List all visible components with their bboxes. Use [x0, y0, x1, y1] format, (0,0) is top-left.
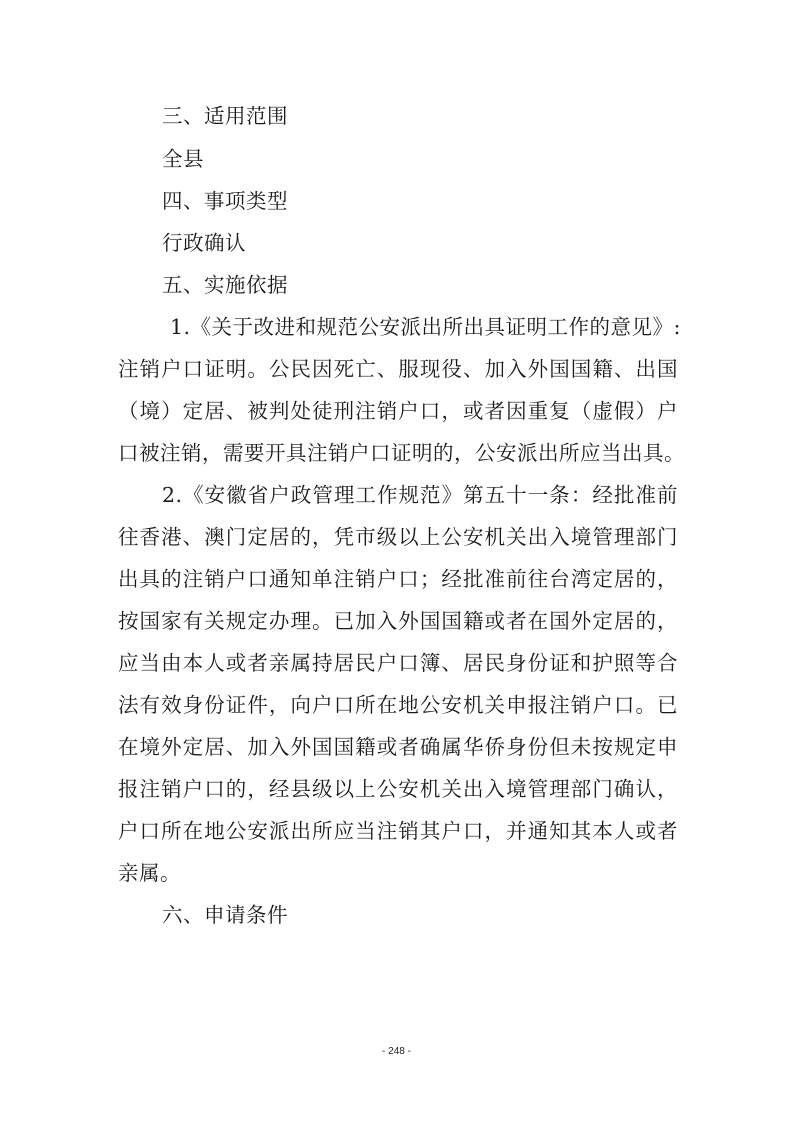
basis-2-line-3: 出具的注销户口通知单注销户口；经批准前往台湾定居的，	[118, 567, 678, 591]
basis-1-line-2: 注销户口证明。公民因死亡、服现役、加入外国国籍、出国	[118, 357, 678, 381]
basis-1-line-4: 口被注销，需要开具注销户口证明的，公安派出所应当出具。	[118, 441, 685, 465]
basis-1-line-1: 1.《关于改进和规范公安派出所出具证明工作的意见》:	[170, 315, 681, 339]
basis-2-line-2: 往香港、澳门定居的，凭市级以上公安机关出入境管理部门	[118, 525, 678, 549]
basis-1-line-3: （境）定居、被判处徒刑注销户口，或者因重复（虚假）户	[118, 399, 678, 423]
basis-2-line-1: 2.《安徽省户政管理工作规范》第五十一条：经批准前	[162, 483, 678, 507]
basis-2-line-8: 报注销户口的，经县级以上公安机关出入境管理部门确认，	[118, 777, 678, 801]
page-number: - 248 -	[382, 1046, 411, 1057]
section-body-type: 行政确认	[162, 231, 246, 255]
basis-2-line-6: 法有效身份证件，向户口所在地公安机关申报注销户口。已	[118, 693, 678, 717]
section-heading-conditions: 六、申请条件	[162, 903, 288, 927]
basis-2-line-4: 按国家有关规定办理。已加入外国国籍或者在国外定居的，	[118, 609, 678, 633]
basis-2-line-10: 亲属。	[118, 861, 181, 885]
basis-2-line-9: 户口所在地公安派出所应当注销其户口，并通知其本人或者	[118, 819, 678, 843]
basis-2-line-5: 应当由本人或者亲属持居民户口簿、居民身份证和护照等合	[118, 651, 678, 675]
section-heading-type: 四、事项类型	[162, 189, 288, 213]
basis-2-line-7: 在境外定居、加入外国国籍或者确属华侨身份但未按规定申	[118, 735, 678, 759]
section-heading-basis: 五、实施依据	[162, 273, 288, 297]
section-body-scope: 全县	[162, 147, 204, 171]
section-heading-scope: 三、适用范围	[162, 104, 288, 128]
